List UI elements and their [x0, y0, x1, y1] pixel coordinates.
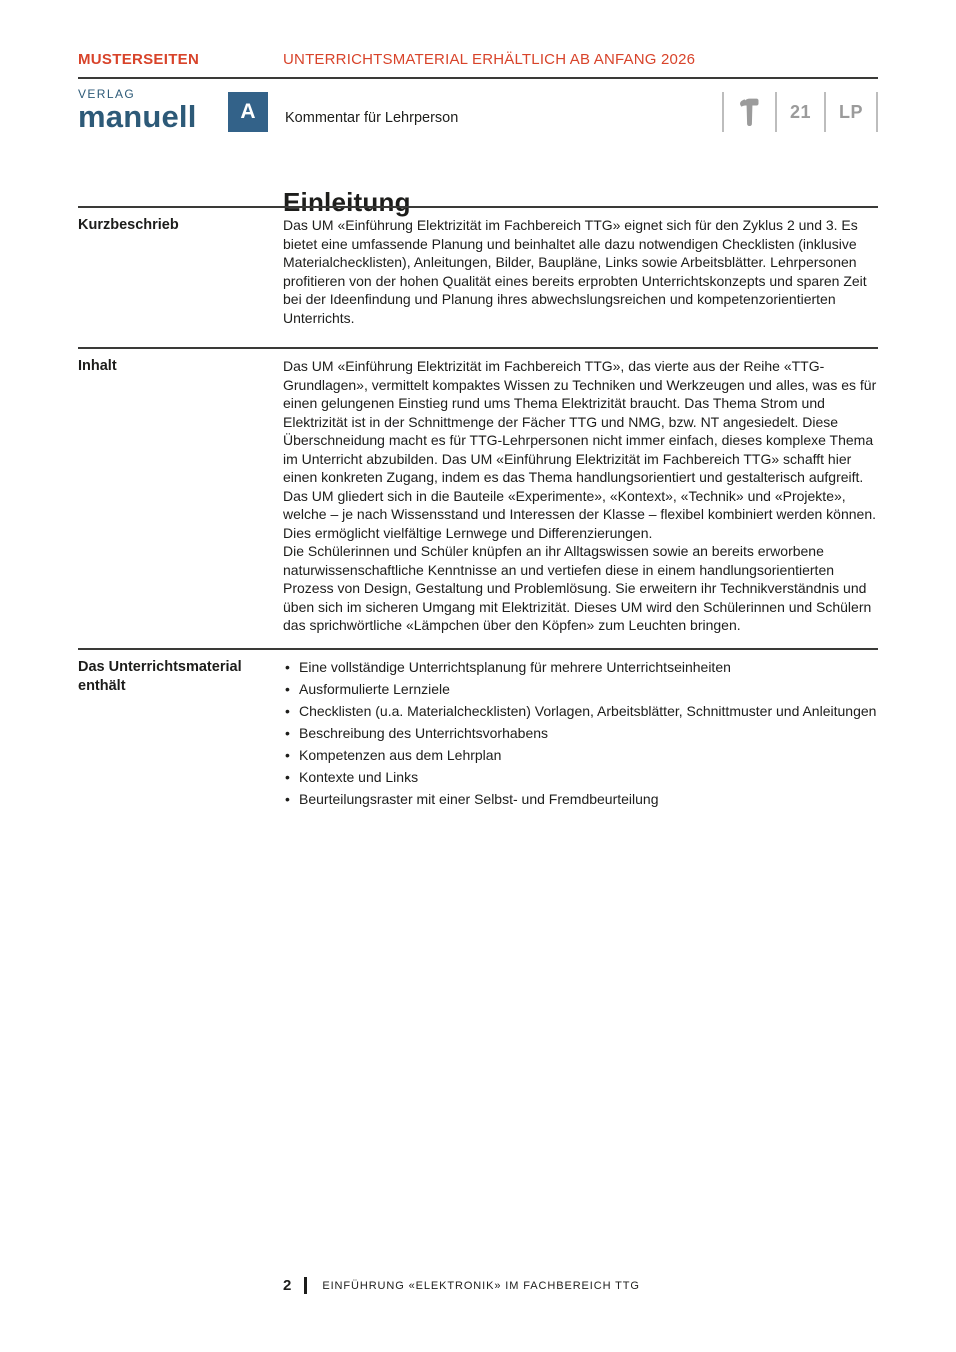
list-item: • Beurteilungsraster mit einer Selbst- und Fremdbeurteilung — [283, 790, 883, 809]
header-meta — [722, 92, 878, 132]
publisher-logo-small-text: VERLAG — [78, 87, 136, 101]
divider-rule — [78, 347, 878, 349]
footer-divider-bar — [304, 1277, 307, 1294]
audience-code: LP — [838, 101, 863, 122]
section-body-unterrichtsmaterial — [283, 658, 883, 812]
publisher-logo-name: manuell — [78, 99, 197, 134]
footer-document-title: EINFÜHRUNG «ELEKTRONIK» IM FACHBEREICH TTG — [322, 1279, 640, 1292]
masthead — [78, 51, 878, 68]
paragraph: Das UM «Einführung Elektrizität im Fachbereich TTG» eignet sich für den Zyklus 2 und 3. Es bietet eine umfassende Planung und beinhaltet alle dazu notwendigen Checklisten (inklusive Materialchecklisten), Anleitungen, Bilder, Baupläne, Links sowie Arbeitsblätter. Lehrpersonen profitieren von der hohen Qualität eines bereits erprobten Unterrichtskonzepts und sparen Zeit bei der Ideenfindung und Planung ihres abwechslungsreichen und kompetenzorientierten Unterrichts. — [283, 217, 867, 326]
divider-rule — [78, 206, 878, 208]
hammer-icon — [737, 96, 762, 128]
paragraph: Die Schülerinnen und Schüler knüpfen an ihr Alltagswissen sowie an bereits erworbene naturwissenschaftliche Kenntnisse an und vertiefen diese in einem handlungsorientierten Prozess von Design, Gestaltung und Problemlösung. Sie erweitern ihr Technikverständnis und üben sich im sicheren Umgang mit Elektrizität. Dieses UM wird den Schülerinnen und Schülern das sprichwörtliche «Lämpchen über den Köpfen» zum Leuchten bringen. — [283, 543, 872, 633]
section-body-inhalt — [283, 357, 883, 635]
divider-rule — [78, 77, 878, 79]
masthead-label: MUSTERSEITEN — [78, 51, 200, 68]
document-type-label: Kommentar für Lehrperson — [285, 110, 459, 126]
divider-vertical — [824, 92, 826, 132]
page-number: 2 — [283, 1277, 292, 1294]
list-item: • Beschreibung des Unterrichtsvorhabens — [283, 724, 883, 743]
list-item: • Kompetenzen aus dem Lehrplan — [283, 746, 883, 765]
publisher-logo — [78, 88, 197, 132]
divider-vertical — [876, 92, 878, 132]
divider-vertical — [775, 92, 777, 132]
list-item: • Checklisten (u.a. Materialchecklisten) Vorlagen, Arbeitsblätter, Schnittmuster und Anleitungen — [283, 702, 883, 721]
section-body-kurzbeschrieb — [283, 216, 883, 327]
section-a-badge: A — [228, 92, 268, 132]
divider-vertical — [722, 92, 724, 132]
contents-bullet-list — [283, 658, 883, 809]
section-label-kurzbeschrieb: Kurzbeschrieb — [78, 217, 179, 233]
lesson-count: 21 — [789, 101, 811, 122]
paragraph: Das UM «Einführung Elektrizität im Fachbereich TTG», das vierte aus der Reihe «TTG-Grundlagen», vermittelt kompaktes Wissen zu Techniken und Werkzeugen und alles, was es für einen gelungenen Einstieg rund ums Thema Elektrizität braucht. Das Thema Strom und Elektrizität ist in der Schnittmenge der Fächer TTG und NMG, bzw. NT angesiedelt. Diese Überschneidung macht es für TTG-Lehrpersonen nicht immer einfach, dieses komplexe Thema im Unterricht abzubilden. Das UM «Einführung Elektrizität im Fachbereich TTG» schafft hier einen konkreten Zugang, indem es das Thema handlungsorientiert und gestalterisch aufgreift. Das UM gliedert sich in die Bauteile «Experimente», «Kontext», «Technik» und «Projekte», welche – je nach Wissensstand und Interessen der Klasse – flexibel kombiniert werden können. Dies ermöglicht vielfältige Lernwege und Differenzierungen. — [283, 358, 877, 541]
list-item: • Kontexte und Links — [283, 768, 883, 787]
section-label-inhalt: Inhalt — [78, 358, 117, 374]
list-item: • Ausformulierte Lernziele — [283, 680, 883, 699]
masthead-availability-notice: UNTERRICHTSMATERIAL ERHÄLTLICH AB ANFANG 2026 — [283, 51, 696, 68]
page-footer — [283, 1277, 640, 1294]
divider-rule — [78, 648, 878, 650]
list-item: • Eine vollständige Unterrichtsplanung für mehrere Unterrichtseinheiten — [283, 658, 883, 677]
section-label-unterrichtsmaterial: Das Unterrichtsmaterial enthält — [78, 659, 242, 694]
page-title: Einleitung — [283, 187, 411, 218]
